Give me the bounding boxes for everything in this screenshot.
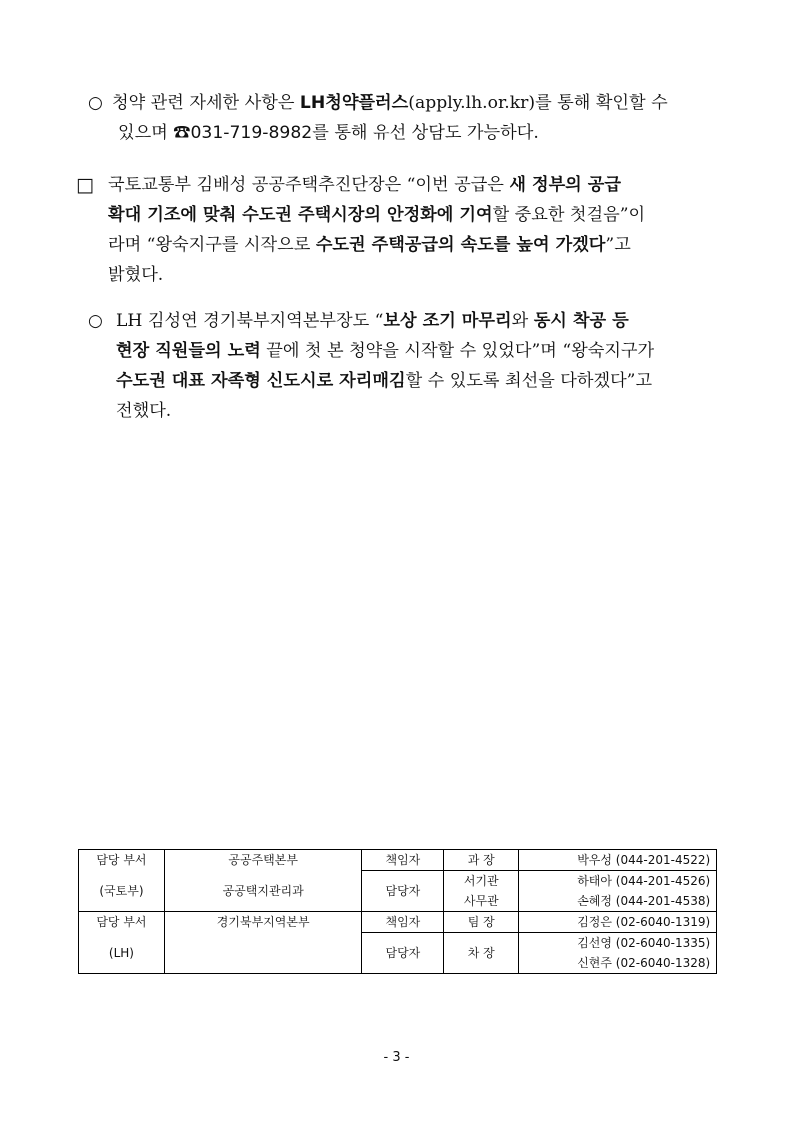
contact-person: 박우성 (044-201-4522) <box>519 850 717 871</box>
paragraph-line: 국토교통부 김배성 공공주택추진단장은 “이번 공급은 새 정부의 공급 <box>108 175 621 195</box>
contact-title: 팀 장 <box>444 912 519 933</box>
role-label: 담당자 <box>362 933 444 974</box>
contact-person: 하태아 (044-201-4526) <box>519 871 717 892</box>
contact-person: 김선영 (02-6040-1335) <box>519 933 717 954</box>
paragraph-line: LH 김성연 경기북부지역본부장도 “보상 조기 마무리와 동시 착공 등 <box>116 311 629 331</box>
paragraph-line: 청약 관련 자세한 사항은 LH청약플러스(apply.lh.or.kr)를 통해 확인할 수 <box>112 93 668 113</box>
dept-name: 공공택지관리과 <box>164 871 362 912</box>
dept-label: 담당 부서 <box>79 850 165 871</box>
dept-label: (국토부) <box>79 871 165 912</box>
paragraph-line: 밝혔다. <box>108 265 164 285</box>
contact-title: 차 장 <box>444 933 519 974</box>
circle-bullet-icon: ○ <box>88 93 103 113</box>
role-label: 책임자 <box>362 912 444 933</box>
contact-person: 손혜정 (044-201-4538) <box>519 891 717 912</box>
dept-name: 공공주택본부 <box>164 850 362 871</box>
paragraph-line: 전했다. <box>116 401 172 421</box>
paragraph-line: 현장 직원들의 노력 끝에 첫 본 청약을 시작할 수 있었다”며 “왕숙지구가 <box>116 341 655 361</box>
contact-title: 과 장 <box>444 850 519 871</box>
square-bullet-icon: □ <box>76 174 94 196</box>
dept-name: 경기북부지역본부 <box>164 912 362 933</box>
dept-label: 담당 부서 <box>79 912 165 933</box>
phone-icon: ☎ <box>173 123 191 143</box>
paragraph-line: 라며 “왕숙지구를 시작으로 수도권 주택공급의 속도를 높여 가겠다”고 <box>108 235 631 255</box>
paragraph-line: 수도권 대표 자족형 신도시로 자리매김할 수 있도록 최선을 다하겠다”고 <box>116 371 653 391</box>
contact-person: 신현주 (02-6040-1328) <box>519 953 717 974</box>
circle-bullet-icon: ○ <box>88 311 103 331</box>
role-label: 담당자 <box>362 871 444 912</box>
contact-title: 서기관 <box>444 871 519 892</box>
dept-label: (LH) <box>79 933 165 974</box>
dept-name <box>164 933 362 974</box>
contact-person: 김정은 (02-6040-1319) <box>519 912 717 933</box>
role-label: 책임자 <box>362 850 444 871</box>
contact-table <box>78 849 717 974</box>
paragraph-line: 확대 기조에 맞춰 수도권 주택시장의 안정화에 기여할 중요한 첫걸음”이 <box>108 205 646 225</box>
paragraph-line: 있으며 ☎031-719-8982를 통해 유선 상담도 가능하다. <box>118 123 539 143</box>
page-number: - 3 - <box>383 1050 410 1065</box>
contact-title: 사무관 <box>444 891 519 912</box>
